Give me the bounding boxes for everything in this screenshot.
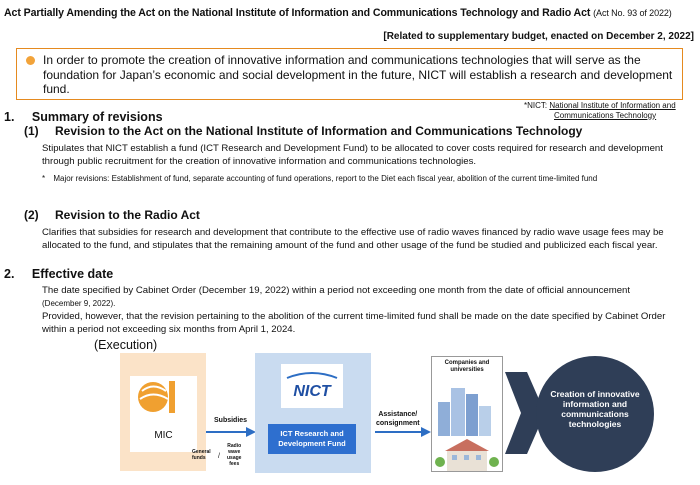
section2-heading [4, 267, 113, 281]
nict-logo-icon [281, 364, 343, 408]
assistance-label: Assistance/ consignment [376, 411, 420, 427]
related-note: [Related to supplementary budget, enacted on December 2, 2022] [383, 31, 694, 42]
mic-label: MIC [154, 430, 173, 441]
subsection1-number: (1) [24, 124, 39, 138]
subsection1-text: Stipulates that NICT establish a fund (ICT Research and Development Fund) to be allocated to cover costs required for research and development through public recruitment for the creation of innovative information and communications technologies. [42, 143, 663, 167]
subsection1-title: Revision to the Act on the National Institute of Information and Communications Technology [55, 124, 583, 138]
nict-note-line2: Communications Technology [554, 110, 657, 120]
subsidies-arrow-icon [206, 426, 256, 438]
fund-box: ICT Research and Development Fund [268, 424, 356, 454]
subsection2-title: Revision to the Radio Act [55, 208, 200, 222]
buildings-icon [432, 374, 502, 474]
section2-title: Effective date [31, 267, 114, 281]
subsection2-number: (2) [24, 208, 39, 222]
nict-note-prefix: *NICT: [524, 101, 548, 110]
funds-separator: / [218, 453, 220, 460]
radio-fees-label: Radio wave usage fees [227, 443, 242, 467]
effective-date-main: The date specified by Cabinet Order (December 19, 2022) within a period not exceeding one month from the date of official announcement [42, 285, 631, 296]
nict-note-line1: National Institute of Information and [549, 101, 676, 110]
companies-box [431, 356, 503, 472]
nict-logo-card [281, 364, 343, 408]
subsection2-heading [24, 208, 200, 222]
subsection2-text: Clarifies that subsidies for research and development that contribute to the effective use of radio waves financed by radio wave usage fees may be allocated to the fund, and stipulates that the remaining amount of the fund and other usage of the fund be studied and publicized each fiscal year. [42, 227, 664, 251]
section2-number: 2. [4, 267, 15, 281]
announcement-date: (December 9, 2022). [42, 299, 116, 308]
major-revisions-note [42, 174, 682, 184]
nict-footnote [524, 101, 676, 120]
major-revisions-text: Major revisions: Establishment of fund, separate accounting of fund operations, report to the Diet each fiscal year, abolition of the current time-limited fund [53, 174, 598, 183]
title-text: Act Partially Amending the Act on the National Institute of Information and Communications Technology and Radio Act [4, 7, 591, 19]
section1-heading [4, 110, 163, 124]
creation-circle: Creation of innovative information and communications technologies [536, 356, 654, 472]
companies-label: Companies and universities [444, 360, 490, 373]
act-number: (Act No. 93 of 2022) [593, 8, 672, 18]
section1-title: Summary of revisions [31, 110, 163, 124]
subsection1-heading [24, 124, 582, 138]
effective-date-text1 [42, 284, 672, 310]
purpose-box [16, 48, 683, 100]
assistance-arrow-icon [375, 426, 431, 438]
execution-label: (Execution) [94, 338, 158, 352]
document-title [4, 7, 672, 19]
nict-logo-text: NICT [293, 383, 331, 400]
section1-number: 1. [4, 110, 15, 124]
orange-bullet-icon [26, 56, 35, 65]
purpose-text: In order to promote the creation of innovative information and communications technologies that will serve as the foundation for Japan’s economic and social development in the future, NICT will establish a research and development fund. [43, 53, 673, 96]
subsidies-label: Subsidies [214, 417, 248, 424]
mic-logo-icon [135, 377, 179, 421]
general-funds-label: General funds [192, 449, 211, 461]
effective-date-text2: Provided, however, that the revision pertaining to the abolition of the current time-limited fund shall be made on the date specified by Cabinet Order within a period not exceeding six months from April 1, 2024. [42, 311, 666, 335]
note-asterisk: * [42, 174, 46, 183]
